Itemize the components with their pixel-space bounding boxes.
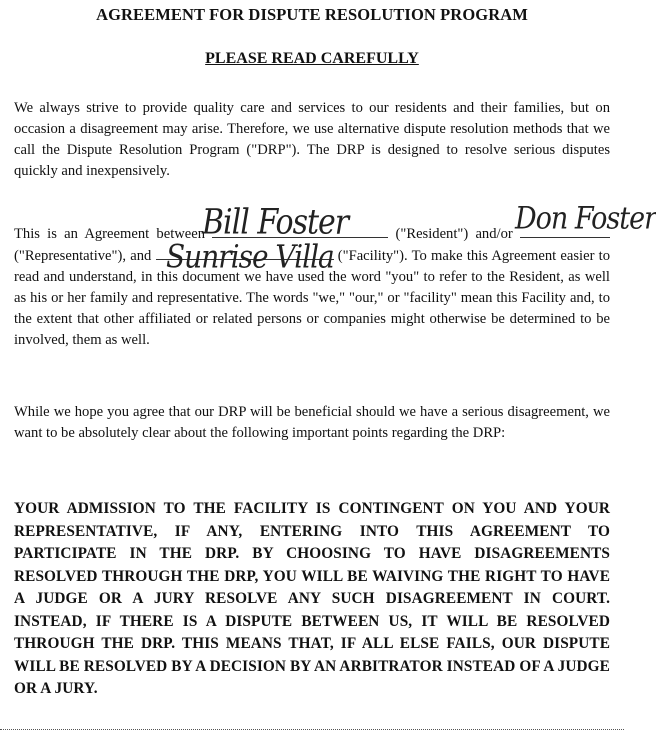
parties-line2-start: ("Representative"), and: [14, 248, 152, 264]
parties-rest: easier to read and understand, in this document we have used the word "you" to refer to the Resident, as well as his or her family and representative. The words "we," "our," or "facility" mean this Facility and, to the extent that other affiliated or related persons or companies might otherwise be determined to be involved, them as well.: [14, 248, 611, 348]
document-title: AGREEMENT FOR DISPUTE RESOLUTION PROGRAM: [96, 5, 528, 24]
waiver-notice-paragraph: YOUR ADMISSION TO THE FACILITY IS CONTINGENT ON YOU AND YOUR REPRESENTATIVE, IF ANY, ENTERING INTO THIS AGREEMENT TO PARTICIPATE IN THE DRP. BY CHOOSING TO HAVE DISAGREEMENTS RESOLVED THROUGH THE DRP, YOU WILL BE WAIVING THE RIGHT TO HAVE A JUDGE OR A JURY RESOLVE ANY SUCH DISAGREEMENT IN COURT. INSTEAD, IF THERE IS A DISPUTE BETWEEN US, IT WILL BE RESOLVED THROUGH THE DRP. THIS MEANS THAT, IF ALL ELSE FAILS, OUR DISPUTE WILL BE RESOLVED BY A DECISION BY AN ARBITRATOR INSTEAD OF A JUDGE OR A JURY.: [14, 500, 610, 697]
resident-signature: Bill Foster: [202, 202, 349, 243]
parties-line1-start: This is an Agreement between: [14, 226, 206, 242]
page-bottom-divider: [0, 729, 624, 730]
important-points-paragraph: While we hope you agree that our DRP will be beneficial should we have a serious disagreement, we want to be absolutely clear about the following important points regarding the DRP:: [14, 404, 610, 441]
representative-signature: Don Foster: [515, 200, 656, 237]
parties-line2-end: ("Facility"). To make this Agreement: [337, 248, 557, 264]
parties-line1-end: ("Resident") and/or: [395, 226, 513, 242]
facility-signature: Sunrise Villa: [166, 237, 334, 276]
document-subtitle: PLEASE READ CAREFULLY: [205, 50, 419, 67]
intro-paragraph: We always strive to provide quality care and services to our residents and their families, but on occasion a disagreement may arise. Therefore, we use alternative dispute resolution methods that we call the Dispute Resolution Program ("DRP"). The DRP is designed to resolve serious disputes quickly and inexpensively.: [14, 100, 610, 179]
